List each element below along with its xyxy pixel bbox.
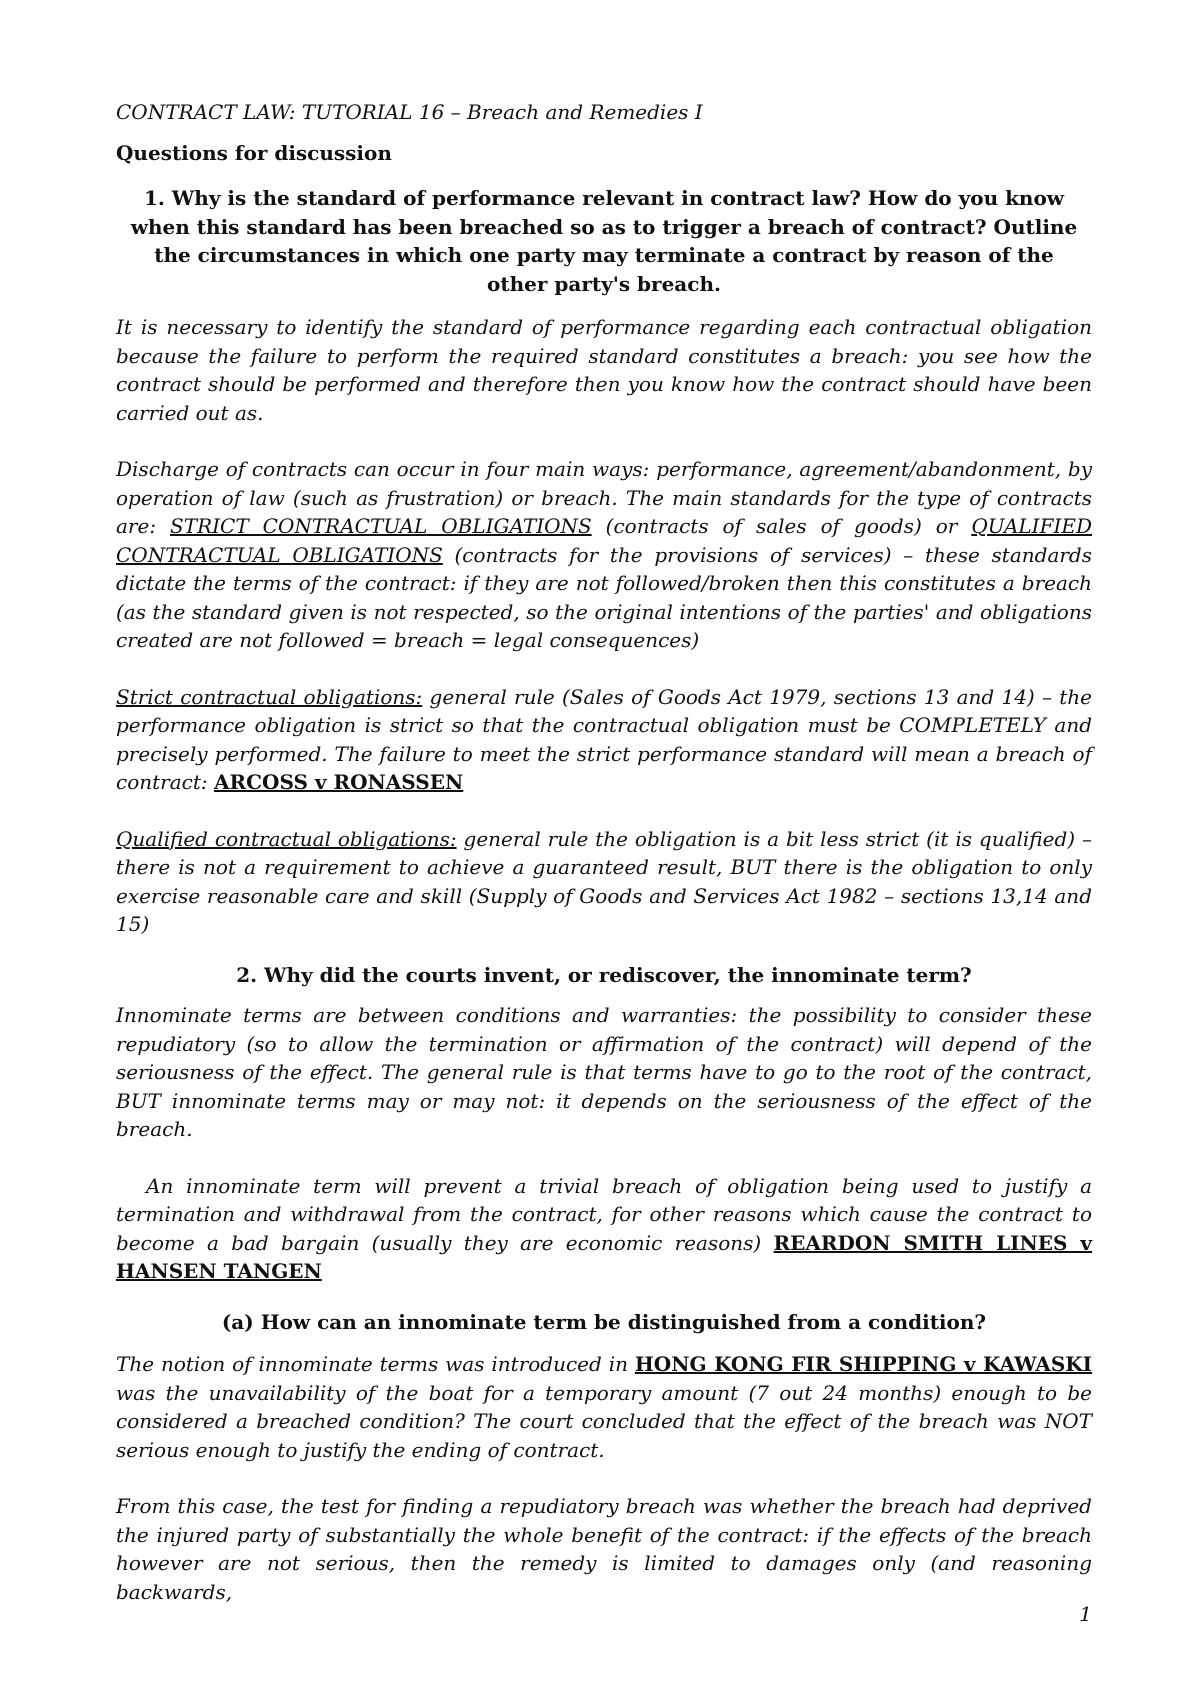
- text-run: general rule the obligation is a bit less strict (it is qualified) – there is not a requirement to achieve a guaranteed result, BUT there is the obligation to only exercise reasonable care and skill (Supply of Goods and Services Act 1982 – sections 13,14 and 15): [116, 826, 1092, 936]
- answer-paragraph-4: [116, 825, 1092, 939]
- page-number: 1: [1079, 1602, 1092, 1626]
- case-citation: HONG KONG FIR SHIPPING v KAWASKI: [634, 1352, 1093, 1376]
- strict-obligations-label: Strict contractual obligations:: [116, 684, 423, 709]
- question-1: 1. Why is the standard of performance relevant in contract law? How do you know when this standard has been breached so as to trigger a breach of contract? Outline the circumstances in which one party may terminate a contract by reason of the other party's breach.: [130, 186, 1078, 296]
- case-citation: REARDON SMITH LINES v HANSEN TANGEN: [116, 1230, 1092, 1283]
- document-title: CONTRACT LAW: TUTORIAL 16 – Breach and Remedies I: [116, 100, 703, 124]
- question-2: 2. Why did the courts invent, or rediscover, the innominate term?: [236, 962, 972, 987]
- text-run: An innominate term will prevent a trivial breach of obligation being used to justify a termination and withdrawal from the contract, for other reasons which cause the contract to become a bad bargain (usually they are economic reasons): [116, 1173, 1092, 1255]
- text-run: general rule (Sales of Goods Act 1979, sections 13 and 14) – the performance obligation is strict so that the contractual obligation must be COMPLETELY and precisely performed. The failure to meet the strict performance standard will mean a breach of contract:: [116, 684, 1093, 794]
- answer-paragraph-6: [116, 1172, 1092, 1286]
- strict-obligations-term: STRICT CONTRACTUAL OBLIGATIONS: [170, 514, 592, 538]
- text-run: was the unavailability of the boat for a temporary amount (7 out 24 months) enough to be considered a breached condition? The court concluded that the effect of the breach was NOT serious enough to justify the ending of contract.: [116, 1380, 1092, 1462]
- section-heading: Questions for discussion: [116, 140, 392, 165]
- text-run: The notion of innominate terms was introduced in: [116, 1352, 635, 1376]
- answer-paragraph-3: [116, 683, 1092, 797]
- answer-paragraph-8: From this case, the test for finding a repudiatory breach was whether the breach had deprived the injured party of substantially the whole benefit of the contract: if the effects of the breach however are not serious, then the remedy is limited to damages only (and reasoning backwards,: [116, 1494, 1092, 1604]
- qualified-obligations-label: Qualified contractual obligations:: [116, 826, 457, 851]
- text-run: (contracts for the provisions of services) – these standards dictate the terms of the contract: if they are not followed/broken then this constitutes a breach (as the standard given is not respected, so the original intentions of the parties' and obligations created are not followed = breach = legal consequences): [116, 542, 1092, 652]
- answer-paragraph-1: It is necessary to identify the standard of performance regarding each contractual obligation because the failure to perform the required standard constitutes a breach: you see how the contract should be performed and therefore then you know how the contract should have been carried out as.: [116, 315, 1092, 425]
- qualified-obligations-term: QUALIFIED CONTRACTUAL OBLIGATIONS: [116, 514, 1092, 567]
- text-run: (contracts of sales of goods) or: [591, 514, 972, 538]
- text-run: Discharge of contracts can occur in four main ways: performance, agreement/abandonment, by operation of law (such as frustration) or breach. The main standards for the type of contracts are:: [116, 457, 1092, 538]
- case-citation: ARCOSS v RONASSEN: [213, 770, 464, 794]
- answer-paragraph-5: Innominate terms are between conditions and warranties: the possibility to consider these repudiatory (so to allow the termination or affirmation of the contract) will depend of the seriousness of the effect. The general rule is that terms have to go to the root of the contract, BUT innominate terms may or may not: it depends on the seriousness of the effect of the breach.: [116, 1003, 1092, 1141]
- answer-paragraph-2: [116, 455, 1092, 655]
- question-2a: (a) How can an innominate term be distinguished from a condition?: [221, 1309, 987, 1334]
- answer-paragraph-7: [116, 1350, 1092, 1464]
